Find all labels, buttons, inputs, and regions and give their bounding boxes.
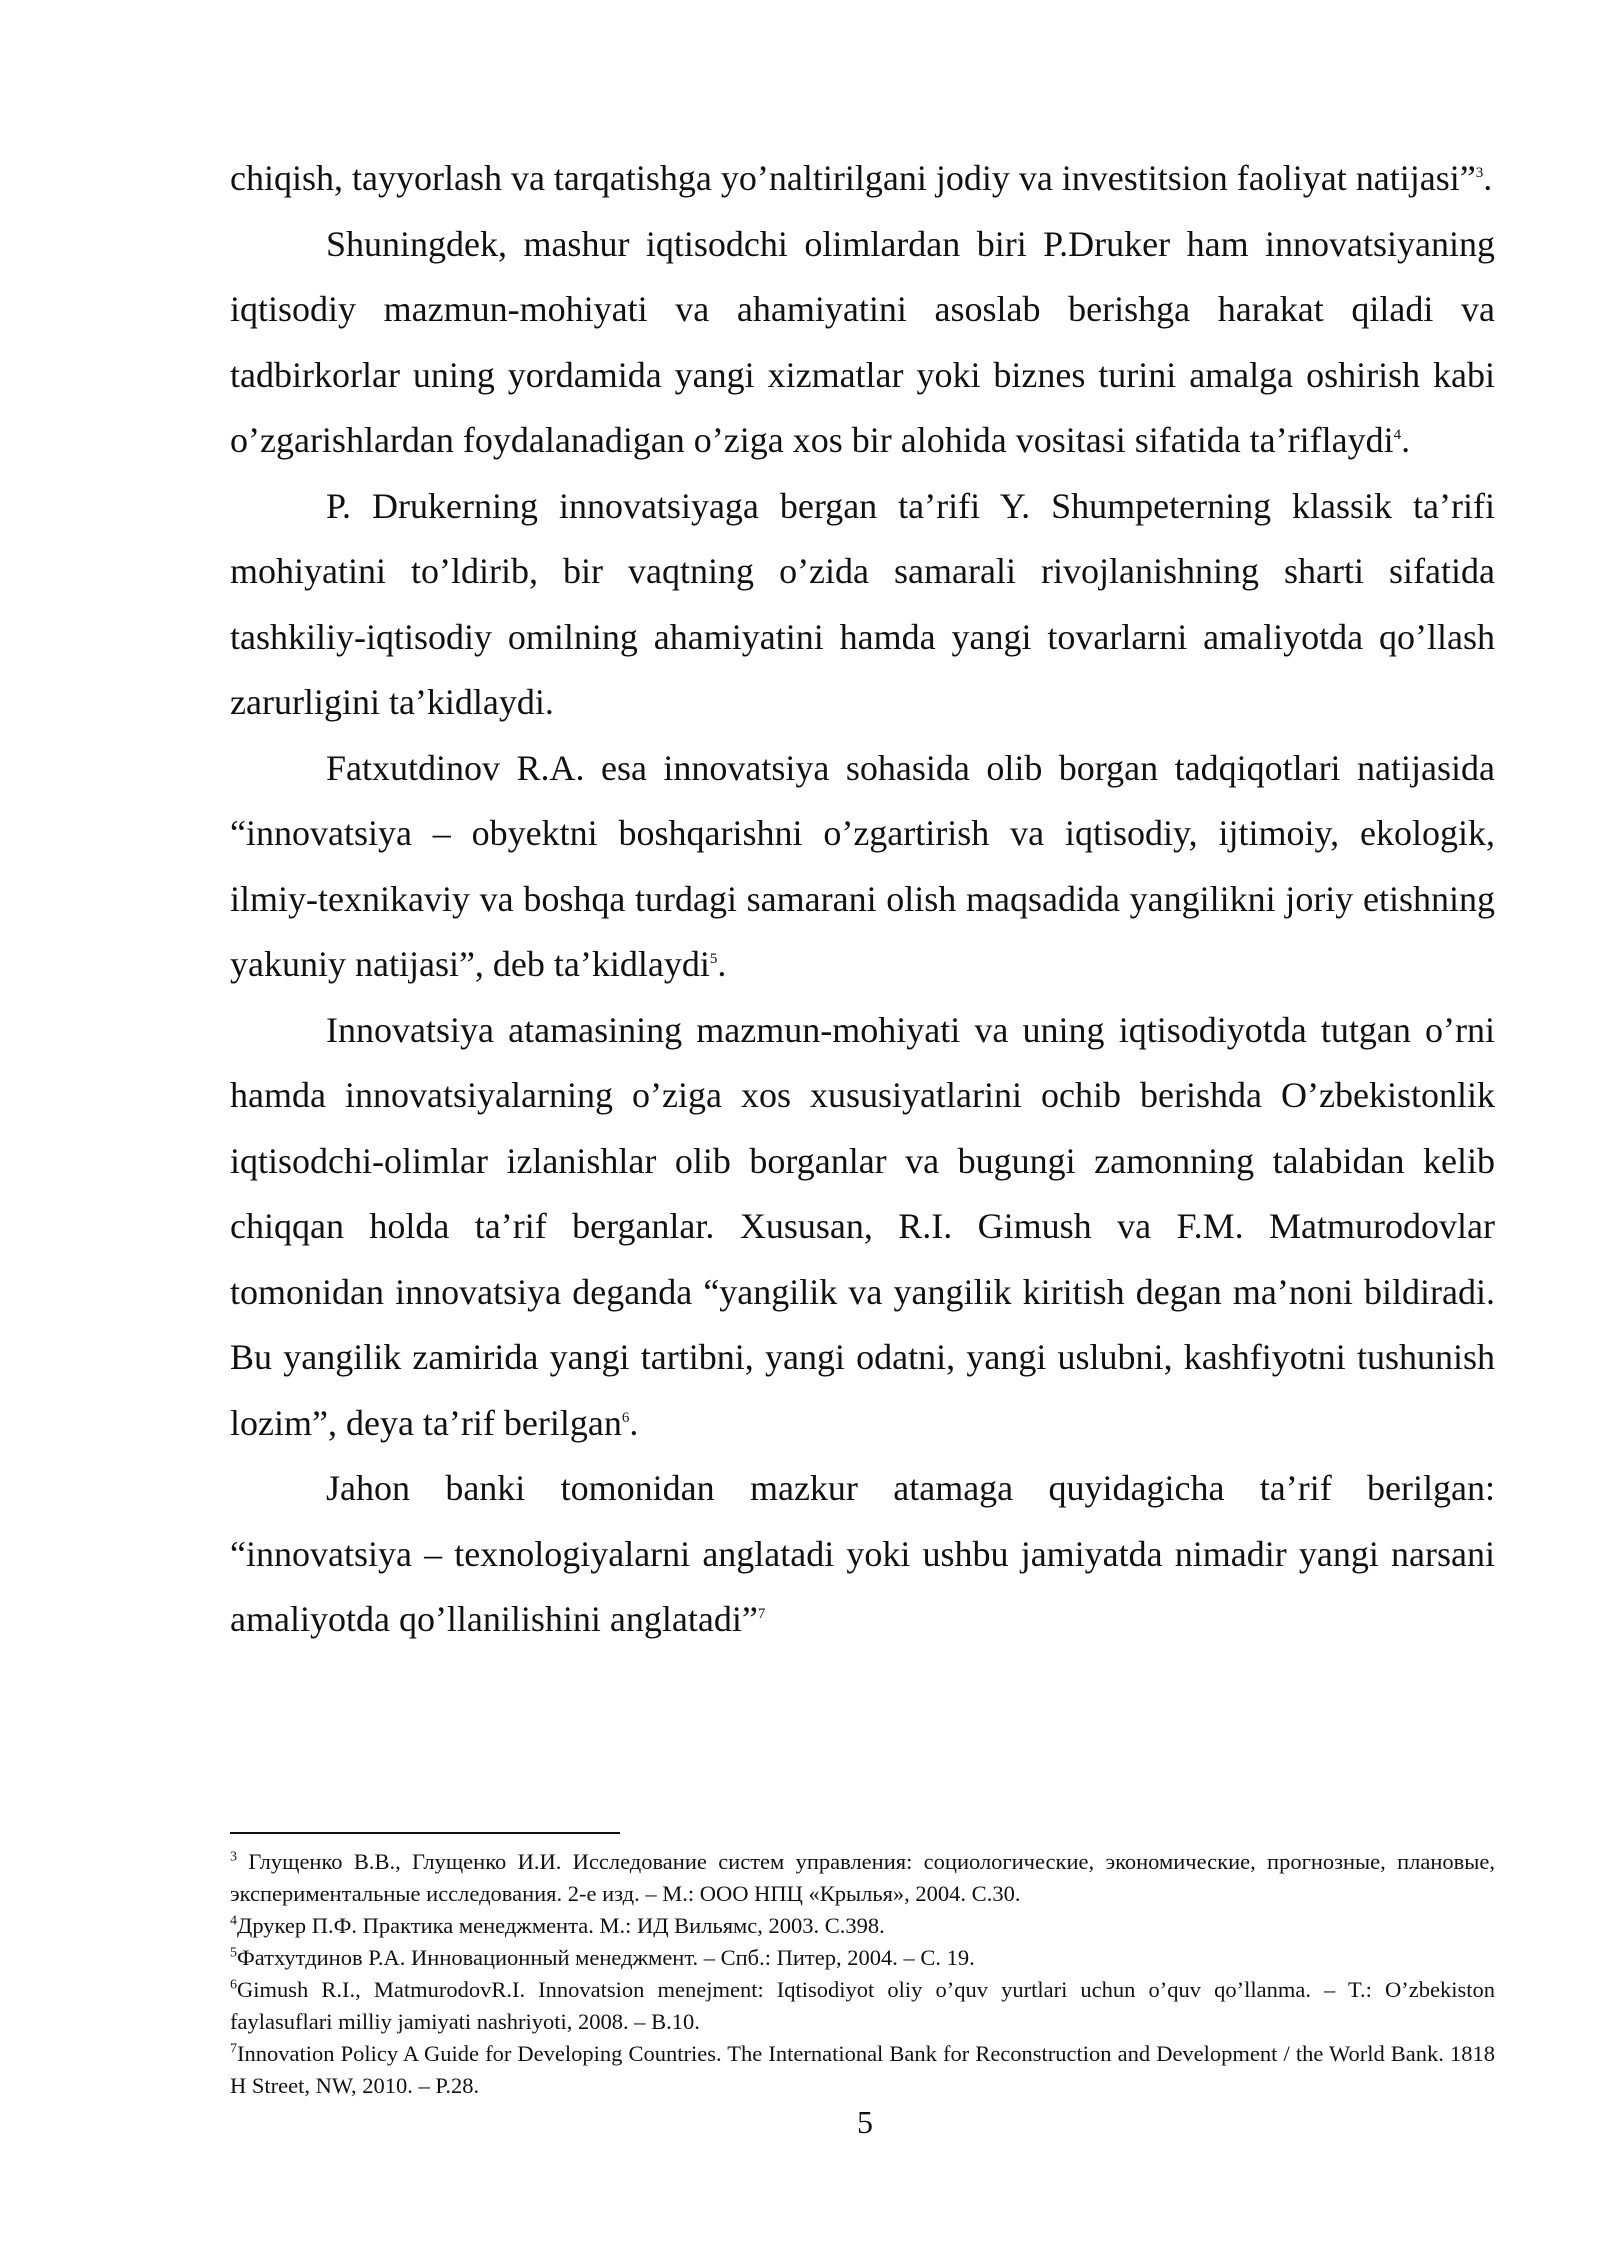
footnote-ref-6[interactable]: 6 — [621, 1409, 630, 1426]
footnote-3: $^3$ Глущенко В.В., Глущенко И.И. Исследование систем управления: социологические, экономические, прогнозные, плановые, экспериментальные исследования. 2-е изд. – М.: ООО НПЦ «Крылья», 2004. С.30. — [230, 1849, 1495, 1906]
paragraph-3: P. Drukerning innovatsiyaga bergan ta’rifi Y. Shumpeterning klassik ta’rifi mohiyatini to’ldirib, bir vaqtning o’zida samarali rivojlanishning sharti sifatida tashkiliy-iqtisodiy omilning ahamiyatini hamda yangi tovarlarni amaliyotda qo’llash zarurligini ta’kidlaydi. — [230, 485, 1495, 722]
footnote-number: 7 — [230, 2041, 237, 2057]
footnote-number: 4 — [230, 1913, 237, 1929]
footnote-number: 6 — [230, 1977, 237, 1993]
paragraph-1: chiqish, tayyorlash va tarqatishga yo’naltirilgani jodiy va investitsion faoliyat natijasi”$^3$. — [230, 158, 1493, 198]
paragraph-6: Jahon banki tomonidan mazkur atamaga quyidagicha ta’rif berilgan: “innovatsiya – texnologiyalarni anglatadi yoki ushbu jamiyatda nimadir yangi narsani amaliyotda qo’llanilishini anglatadi”$^7$ — [230, 1468, 1495, 1639]
page-number: 5 — [857, 2104, 873, 2140]
footnote-ref-7[interactable]: 7 — [757, 1606, 766, 1622]
footnote-ref-5[interactable]: 5 — [709, 951, 718, 967]
footnotes — [230, 1846, 1495, 2102]
footnote-4: $^4$Друкер П.Ф. Практика менеджмента. М.: ИД Вильямс, 2003. С.398. — [230, 1913, 885, 1938]
footnote-6: $^6$Gimush R.I., MatmurodovR.I. Innovatsion menejment: Iqtisodiyot oliy o’quv yurtlari uchun o’quv qo’llanma. – T.: O’zbekiston faylasuflari milliy jamiyati nashriyoti, 2008. – B.10. — [230, 1977, 1495, 2034]
footnote-ref-3[interactable]: 3 — [1475, 165, 1484, 181]
footnote-5: $^5$Фатхутдинов Р.А. Инновационный менеджмент. – Спб.: Питер, 2004. – С. 19. — [230, 1945, 975, 1970]
paragraph-4: Fatxutdinov R.A. esa innovatsiya sohasida olib borgan tadqiqotlari natijasida “innovatsiya – obyektni boshqarishni o’zgartirish va iqtisodiy, ijtimoiy, ekologik, ilmiy-texnikaviy va boshqa turdagi samarani olish maqsadida yangilikni joriy etishning yakuniy natijasi”, deb ta’kidlaydi$^5$. — [230, 747, 1495, 984]
main-text — [230, 146, 1495, 1653]
footnote-7: $^7$Innovation Policy A Guide for Developing Countries. The International Bank for Reconstruction and Development / the World Bank. 1818 H Street, NW, 2010. – P.28. — [230, 2041, 1495, 2098]
paragraph-2: Shuningdek, mashur iqtisodchi olimlardan biri P.Druker ham innovatsiyaning iqtisodiy mazmun-mohiyati va ahamiyatini asoslab berishga harakat qiladi va tadbirkorlar uning yordamida yangi xizmatlar yoki biznes turini amalga oshirish kabi o’zgarishlardan foydalanadigan o’ziga xos bir alohida vositasi sifatida ta’riflaydi$^4$. — [230, 223, 1495, 460]
footnote-number: 3 — [230, 1849, 237, 1865]
footnote-number: 5 — [230, 1945, 237, 1961]
footnote-separator — [230, 1832, 620, 1834]
footnote-ref-4[interactable]: 4 — [1393, 427, 1402, 443]
paragraph-5: Innovatsiya atamasining mazmun-mohiyati va uning iqtisodiyotda tutgan o’rni hamda innovatsiyalarning o’ziga xos xususiyatlarini ochib berishda O’zbekistonlik iqtisodchi-olimlar izlanishlar olib borganlar va bugungi zamonning talabidan kelib chiqqan holda ta’rif berganlar. Xususan, R.I. Gimush va F.M. Matmurodovlar tomonidan innovatsiya deganda “yangilik va yangilik kiritish degan ma’noni bildiradi. Bu yangilik zamirida yangi tartibni, yangi odatni, yangi uslubni, kashfiyotni tushunish lozim”, deya ta’rif berilgan$^6$. — [230, 1009, 1495, 1443]
